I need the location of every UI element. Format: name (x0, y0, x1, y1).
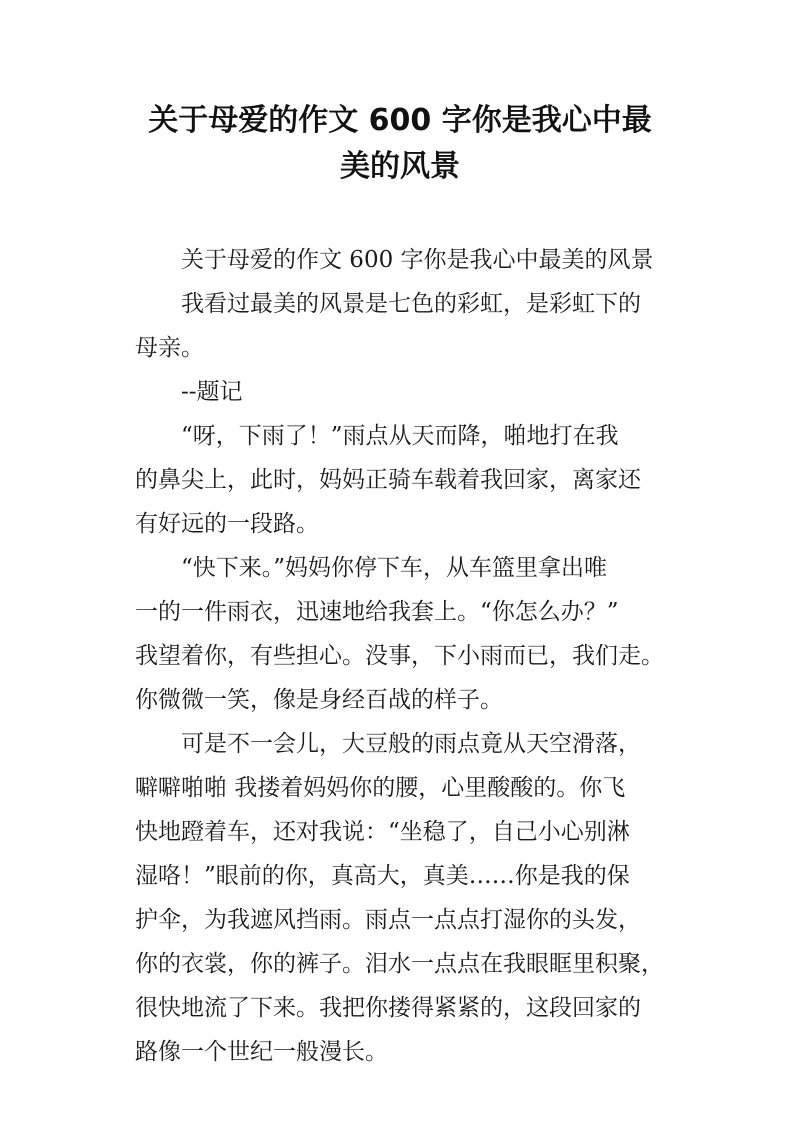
text-line: 很快地流了下来。我把你搂得紧紧的，这段回家的 (135, 995, 641, 1021)
text-line: 的鼻尖上，此时，妈妈正骑车载着我回家，离家还 (135, 467, 641, 493)
text-line: “呀，下雨了！”雨点从天而降，啪地打在我 (181, 423, 619, 449)
text-line: 噼噼啪啪 我搂着妈妈你的腰，心里酸酸的。你飞 (135, 775, 626, 801)
text-line: 湿咯！”眼前的你，真高大，真美……你是我的保 (135, 863, 630, 889)
text-line: 可是不一会儿，大豆般的雨点竟从天空滑落， (181, 731, 641, 757)
text-line: 我看过最美的风景是七色的彩虹，是彩虹下的 (181, 291, 641, 317)
text-line: 你的衣裳，你的裤子。泪水一点点在我眼眶里积聚， (135, 951, 664, 977)
text-line: 我望着你，有些担心。没事，下小雨而已，我们走。 (135, 643, 664, 669)
title-line-1: 关于母爱的作文 600 字你是我心中最 (148, 103, 652, 138)
text-line: --题记 (181, 379, 243, 405)
text-line: 你微微一笑，像是身经百战的样子。 (135, 687, 503, 713)
text-line: 一的一件雨衣，迅速地给我套上。“你怎么办？” (135, 599, 619, 625)
document-body (135, 238, 695, 1074)
text-line: 母亲。 (135, 335, 204, 361)
text-line: 护伞，为我遮风挡雨。雨点一点点打湿你的头发， (135, 907, 641, 933)
text-line: “快下来。”妈妈你停下车，从车篮里拿出唯 (181, 555, 608, 581)
text-line: 路像一个世纪一般漫长。 (135, 1039, 388, 1065)
title-line-2: 美的风景 (340, 149, 460, 184)
text-line: 关于母爱的作文 600 字你是我心中最美的风景 (181, 247, 654, 273)
text-line: 快地蹬着车，还对我说：“坐稳了，自己小心别淋 (135, 819, 630, 845)
document-title (100, 98, 700, 190)
text-line: 有好远的一段路。 (135, 511, 319, 537)
